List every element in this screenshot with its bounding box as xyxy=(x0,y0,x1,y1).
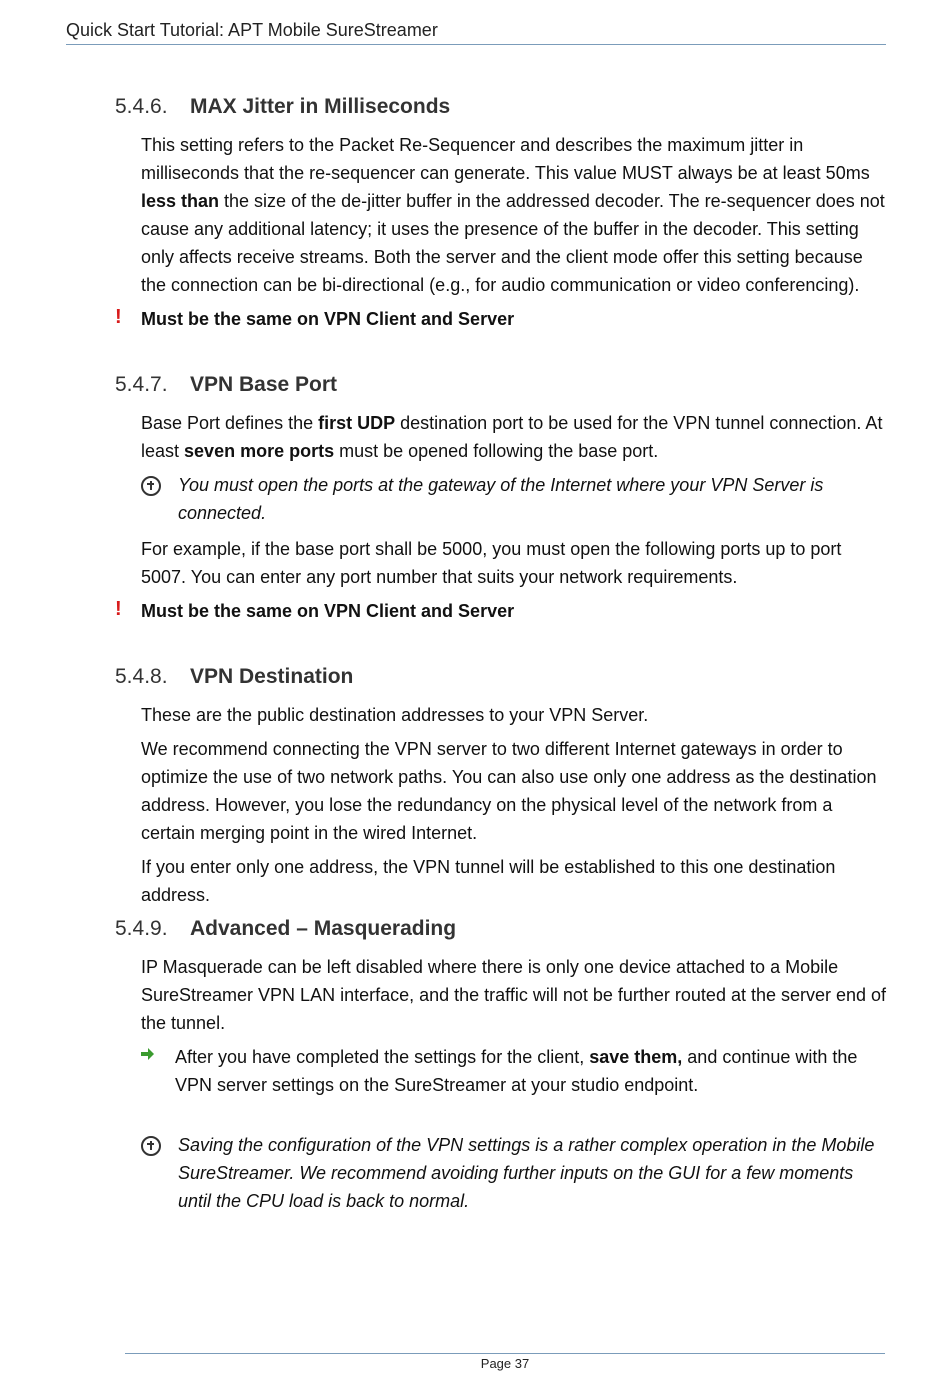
warning-note: ! Must be the same on VPN Client and Server xyxy=(115,305,890,333)
header-divider xyxy=(66,44,886,45)
info-icon xyxy=(141,1136,161,1156)
paragraph: For example, if the base port shall be 5000, you must open the following ports up to port 5007. You can enter any port number that suits your network requirements. xyxy=(141,539,842,587)
section-number: 5.4.8. xyxy=(115,665,168,688)
paragraph: IP Masquerade can be left disabled where there is only one device attached to a Mobile SureStreamer VPN LAN interface, and the traffic will not be further routed at the server end of the tunnel. xyxy=(141,957,887,1033)
paragraph: We recommend connecting the VPN server to two different Internet gateways in order to optimize the use of two network paths. You can also use only one address as the destination address. However, you lose the redundancy on the physical level of the network from a certain merging point in the wired Internet. xyxy=(141,739,877,843)
paragraph: These are the public destination addresses to your VPN Server. xyxy=(141,705,649,725)
info-note: Saving the configuration of the VPN settings is a rather complex operation in the Mobile SureStreamer. We recommend avoiding further inputs on the GUI for a few moments until the CPU load is back to normal. xyxy=(141,1131,890,1215)
section-title: VPN Base Port xyxy=(190,373,338,396)
arrow-right-icon xyxy=(141,1052,150,1056)
section-number: 5.4.7. xyxy=(115,373,168,396)
footer-divider xyxy=(125,1353,885,1354)
section-title: MAX Jitter in Milliseconds xyxy=(190,95,451,118)
info-note: You must open the ports at the gateway of the Internet where your VPN Server is connected. xyxy=(141,471,890,527)
section-title: VPN Destination xyxy=(190,665,354,688)
section-heading-vpn-destination xyxy=(115,665,890,689)
section-heading-max-jitter xyxy=(115,95,890,119)
section-heading-vpn-base-port xyxy=(115,373,890,397)
document-header: Quick Start Tutorial: APT Mobile SureStreamer xyxy=(66,20,438,40)
exclamation-icon: ! xyxy=(115,306,122,328)
step-note: After you have completed the settings for the client, save them, and continue with the VPN server settings on the SureStreamer at your studio endpoint. xyxy=(141,1043,890,1099)
exclamation-icon: ! xyxy=(115,598,122,620)
warning-note: ! Must be the same on VPN Client and Server xyxy=(115,597,890,625)
section-title: Advanced – Masquerading xyxy=(190,917,457,940)
section-number: 5.4.6. xyxy=(115,95,168,118)
info-icon xyxy=(141,476,161,496)
paragraph: Base Port defines the first UDP destination port to be used for the VPN tunnel connection. At least seven more ports must be opened following the base port. xyxy=(141,413,883,461)
paragraph: If you enter only one address, the VPN tunnel will be established to this one destination address. xyxy=(141,857,836,905)
page-number: Page 37 xyxy=(480,1356,530,1371)
page-content xyxy=(115,95,890,1223)
section-number: 5.4.9. xyxy=(115,917,168,940)
section-heading-masquerading xyxy=(115,917,890,941)
paragraph: This setting refers to the Packet Re-Sequencer and describes the maximum jitter in milliseconds that the re-sequencer can generate. This value MUST always be at least 50ms less than the size of the de-jitter buffer in the addressed decoder. The re-sequencer does not cause any additional latency; it uses the presence of the buffer in the decoder. This setting only affects receive streams. Both the server and the client mode offer this setting because the connection can be bi-directional (e.g., for audio communication or video conferencing). xyxy=(141,135,885,295)
